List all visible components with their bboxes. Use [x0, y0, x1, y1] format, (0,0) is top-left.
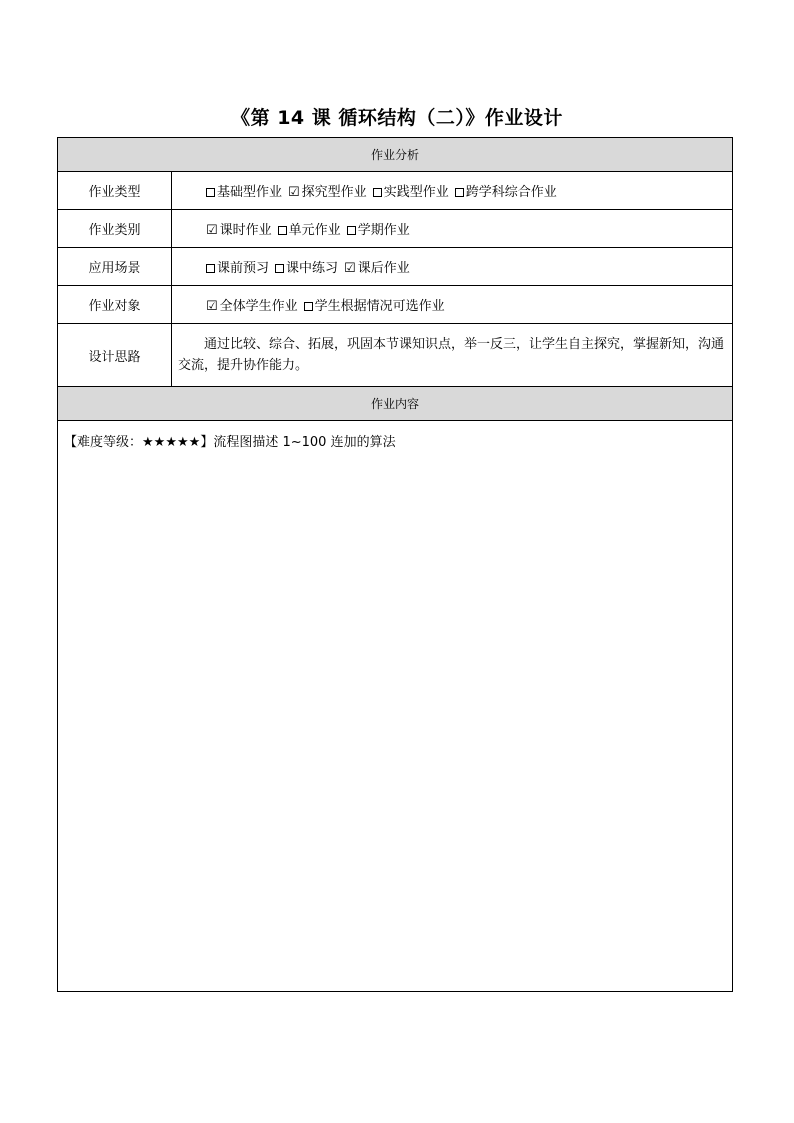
- row-homework-target: [58, 286, 733, 324]
- row-label-application-scene: 应用场景: [58, 248, 172, 286]
- open-bracket: 【: [64, 435, 78, 450]
- option-label: 学期作业: [357, 223, 410, 238]
- options-homework-type: [172, 172, 733, 210]
- row-label-homework-category: 作业类别: [58, 210, 172, 248]
- design-idea-text: 通过比较、综合、拓展，巩固本节课知识点，举一反三，让学生自主探究，掌握新知，沟通交流，提升协作能力。: [172, 324, 733, 387]
- option-label: 探究型作业: [301, 185, 367, 200]
- close-bracket: 】: [200, 435, 214, 450]
- option-label: 单元作业: [288, 223, 341, 238]
- option-label: 学生根据情况可选作业: [314, 299, 445, 314]
- option-item: [206, 257, 269, 276]
- option-label: 跨学科综合作业: [465, 185, 557, 200]
- option-label: 全体学生作业: [219, 299, 298, 314]
- option-item: [373, 181, 449, 200]
- options-homework-target: [172, 286, 733, 324]
- row-label-homework-type: 作业类型: [58, 172, 172, 210]
- analysis-header: 作业分析: [58, 138, 733, 172]
- analysis-header-row: [58, 138, 733, 172]
- option-label: 课后作业: [357, 261, 410, 276]
- unchecked-box-icon: [455, 188, 464, 197]
- row-homework-category: [58, 210, 733, 248]
- row-label-homework-target: 作业对象: [58, 286, 172, 324]
- option-item: [206, 219, 272, 238]
- option-label: 课中练习: [286, 261, 339, 276]
- row-homework-type: [58, 172, 733, 210]
- difficulty-label: 难度等级：: [77, 435, 143, 450]
- homework-content: [58, 421, 733, 992]
- task-description: 流程图描述 1~100 连加的算法: [213, 435, 396, 450]
- content-header-row: [58, 387, 733, 421]
- unchecked-box-icon: [304, 302, 313, 311]
- option-item: [288, 181, 367, 200]
- option-item: [275, 257, 338, 276]
- row-application-scene: [58, 248, 733, 286]
- unchecked-box-icon: [278, 226, 287, 235]
- checked-box-icon: ☑: [206, 299, 218, 314]
- difficulty-stars: ★★★★★: [142, 435, 201, 450]
- option-label: 基础型作业: [217, 185, 283, 200]
- option-item: [455, 181, 557, 200]
- unchecked-box-icon: [347, 226, 356, 235]
- options-homework-category: [172, 210, 733, 248]
- checked-box-icon: ☑: [206, 223, 218, 238]
- content-header: 作业内容: [58, 387, 733, 421]
- page-title: 《第 14 课 循环结构（二）》作业设计: [231, 107, 563, 129]
- option-item: [344, 257, 410, 276]
- content-row: [58, 421, 733, 992]
- row-label-design-idea: 设计思路: [58, 324, 172, 387]
- checked-box-icon: ☑: [288, 185, 300, 200]
- option-item: [206, 181, 282, 200]
- option-item: [347, 219, 410, 238]
- option-item: [304, 295, 445, 314]
- option-item: [206, 295, 298, 314]
- homework-design-table: [57, 137, 733, 992]
- option-label: 课时作业: [219, 223, 272, 238]
- option-label: 课前预习: [217, 261, 270, 276]
- option-label: 实践型作业: [383, 185, 449, 200]
- unchecked-box-icon: [373, 188, 382, 197]
- options-application-scene: [172, 248, 733, 286]
- row-design-idea: [58, 324, 733, 387]
- checked-box-icon: ☑: [344, 261, 356, 276]
- option-item: [278, 219, 341, 238]
- unchecked-box-icon: [206, 188, 215, 197]
- unchecked-box-icon: [275, 264, 284, 273]
- unchecked-box-icon: [206, 264, 215, 273]
